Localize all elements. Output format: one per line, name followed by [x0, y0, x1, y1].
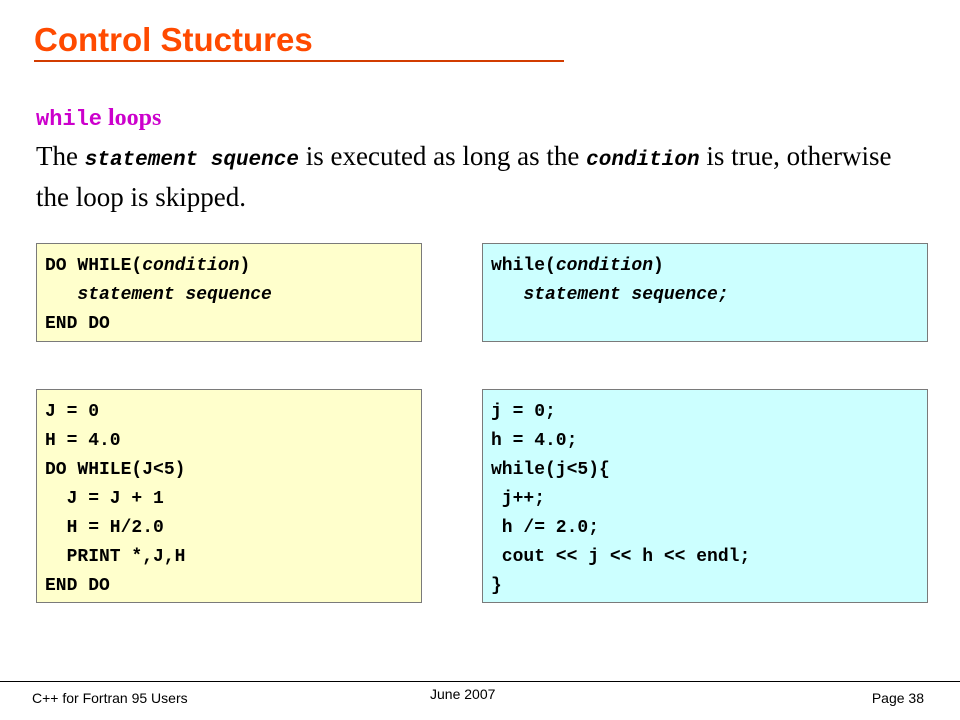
code-text: )	[653, 256, 664, 276]
code-line: j = 0;	[491, 402, 556, 422]
code-line: h = 4.0;	[491, 431, 578, 451]
description-code-statement: statement squence	[84, 149, 299, 172]
code-text: while(	[491, 256, 556, 276]
description-part-1: The	[36, 141, 85, 171]
description-code-condition: condition	[586, 149, 700, 172]
code-line: while(j<5){	[491, 460, 610, 480]
code-line: PRINT *,J,H	[45, 547, 186, 567]
section-subheading	[36, 103, 161, 135]
code-placeholder: condition	[142, 256, 240, 276]
subheading-text: loops	[102, 105, 162, 131]
code-text: DO WHILE(	[45, 256, 143, 276]
code-placeholder: condition	[555, 256, 654, 276]
code-text: )	[239, 256, 251, 276]
description-part-3: is true, otherwise the loop is skipped.	[36, 141, 892, 212]
cpp-syntax-box	[482, 243, 928, 342]
code-line	[491, 252, 927, 281]
fortran-example-box	[36, 389, 422, 603]
code-line: J = 0	[45, 402, 100, 422]
code-line: h /= 2.0;	[491, 518, 600, 538]
code-line: END DO	[45, 576, 110, 596]
code-line: statement sequence;	[491, 285, 729, 305]
code-line: END DO	[45, 314, 110, 334]
code-line: DO WHILE(J<5)	[45, 460, 186, 480]
code-line	[45, 252, 421, 281]
footer-date: June 2007	[430, 686, 496, 702]
code-line: cout << j << h << endl;	[491, 547, 751, 567]
footer-divider	[0, 681, 960, 682]
description-paragraph	[36, 138, 916, 215]
code-line: H = H/2.0	[45, 518, 164, 538]
title-underline	[34, 60, 564, 62]
footer-course-title: C++ for Fortran 95 Users	[32, 690, 188, 706]
subheading-keyword: while	[36, 107, 103, 132]
fortran-syntax-box	[36, 243, 422, 342]
slide-title: Control Stuctures	[34, 21, 313, 58]
code-line: j++;	[491, 489, 546, 509]
footer-page-number: Page 38	[871, 690, 924, 706]
code-line: J = J + 1	[45, 489, 164, 509]
code-line: }	[491, 576, 502, 596]
description-part-2: is executed as long as the	[298, 141, 587, 171]
code-line: statement sequence	[45, 285, 272, 305]
cpp-example-box	[482, 389, 928, 603]
code-line: H = 4.0	[45, 431, 121, 451]
